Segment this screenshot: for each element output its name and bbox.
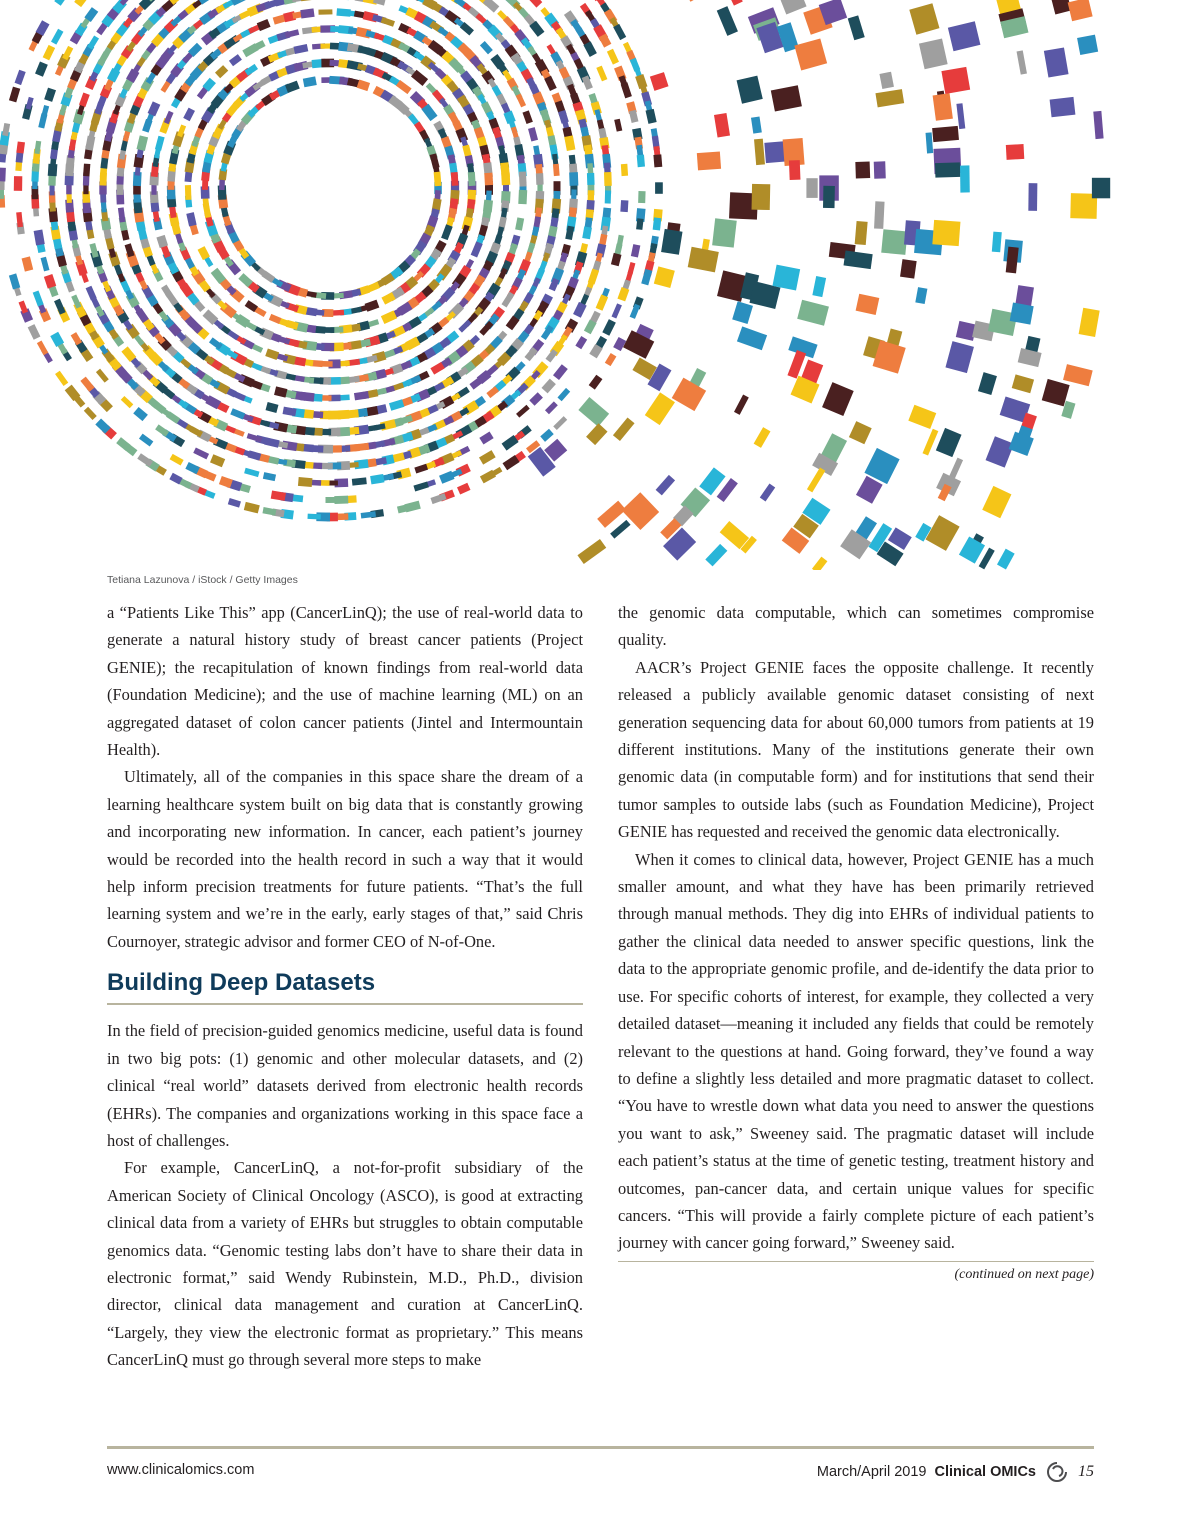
mosaic-tile <box>318 9 332 14</box>
mosaic-tile <box>515 217 524 230</box>
mosaic-tile <box>553 416 567 430</box>
mosaic-tile <box>16 141 25 153</box>
mosaic-tile <box>529 392 543 406</box>
paragraph: the genomic data computable, which can sometimes compromise quality. <box>618 603 1094 650</box>
mosaic-tile <box>480 41 493 54</box>
mosaic-tile <box>293 44 308 54</box>
mosaic-tile <box>714 113 730 137</box>
mosaic-tile <box>373 0 385 6</box>
mosaic-tile <box>575 336 587 349</box>
mosaic-tile <box>856 476 883 504</box>
mosaic-tile <box>536 173 544 185</box>
mosaic-tile <box>582 75 593 90</box>
mosaic-tile <box>653 217 662 230</box>
mosaic-tile <box>1092 178 1110 199</box>
mosaic-tile <box>26 97 34 110</box>
mosaic-tile <box>193 448 209 460</box>
mosaic-tile <box>636 218 644 230</box>
mosaic-tile <box>35 62 48 77</box>
mosaic-tile <box>244 468 259 477</box>
mosaic-tile <box>1006 144 1024 160</box>
mosaic-tile <box>605 190 611 203</box>
mosaic-tile <box>596 66 607 82</box>
mosaic-tile <box>14 176 23 191</box>
mosaic-tile <box>229 54 242 66</box>
mosaic-tile <box>230 408 245 419</box>
mosaic-tile <box>210 454 225 467</box>
mosaic-tile <box>734 395 749 415</box>
mosaic-tile <box>1028 183 1037 211</box>
mosaic-tile <box>430 493 446 504</box>
mosaic-tile <box>389 399 404 410</box>
mosaic-tile <box>607 49 619 65</box>
mosaic-tile <box>228 498 241 508</box>
mosaic-tile <box>434 172 442 187</box>
mosaic-tile <box>605 353 617 366</box>
mosaic-tile <box>564 135 575 151</box>
mosaic-tile <box>629 110 639 123</box>
mosaic-tile <box>932 220 960 246</box>
mosaic-tile <box>621 164 628 176</box>
mosaic-tile <box>737 326 767 350</box>
mosaic-tile <box>646 109 657 124</box>
mosaic-tile <box>41 257 50 272</box>
mosaic-tile <box>155 136 165 151</box>
right-column <box>618 599 1094 1284</box>
mosaic-tile <box>1018 348 1042 367</box>
mosaic-tile <box>637 155 645 168</box>
mosaic-tile <box>121 396 134 408</box>
mosaic-tile <box>948 21 981 51</box>
mosaic-tile <box>1012 374 1034 393</box>
mosaic-tile <box>932 126 959 142</box>
continued-note: (continued on next page) <box>618 1261 1094 1284</box>
mosaic-tile <box>15 70 26 85</box>
left-column <box>107 599 583 1374</box>
mosaic-tile <box>604 172 612 186</box>
mosaic-tile <box>956 103 965 129</box>
mosaic-tile <box>62 46 73 60</box>
mosaic-tile <box>582 226 592 239</box>
mosaic-tile <box>86 286 97 301</box>
mosaic-tile <box>681 0 705 2</box>
paragraph: In the field of precision-guided genomics medicine, useful data is found in two big pots: (1) genomic and other molecular datasets, and (2) clinical “real world” datasets derived from electronic health records (EHRs). The companies and organizations working in this space face a host of challenges. <box>107 1021 583 1150</box>
mosaic-tile <box>848 15 865 40</box>
mosaic-tile <box>300 8 314 18</box>
mosaic-tile <box>614 119 622 132</box>
mosaic-tile <box>247 433 263 442</box>
mosaic-tile <box>183 108 195 122</box>
mosaic-tile <box>41 105 49 119</box>
paragraph: For example, CancerLinQ, a not-for-profit subsidiary of the American Society of Clinical Oncology (ASCO), is good at extracting clinical data from a variety of EHRs but struggles to obtain computable genomics data. “Genomic testing labs don’t have to share their data in electronic format,” said Wendy Rubinstein, M.D., Ph.D., division director, clinical data management and curation at CancerLinQ. “Largely, they view the electronic format as proprietary.” This means CancerLinQ must go through several more steps to make <box>107 1158 583 1370</box>
mosaic-tile <box>266 402 279 413</box>
mosaic-tile <box>265 348 279 360</box>
mosaic-tile <box>823 186 835 208</box>
mosaic-tile <box>519 171 527 186</box>
mosaic-tile <box>797 300 829 326</box>
mosaic-tile <box>74 0 90 7</box>
mosaic-tile <box>641 269 652 285</box>
footer-url: www.clinicalomics.com <box>107 1462 255 1478</box>
image-credit: Tetiana Lazunova / iStock / Getty Images <box>107 574 298 586</box>
mosaic-tile <box>587 173 595 185</box>
mosaic-tile <box>812 557 827 570</box>
mosaic-tile <box>9 273 20 289</box>
mosaic-tile <box>1049 0 1071 14</box>
mosaic-tile <box>89 243 98 258</box>
mosaic-tile <box>274 386 287 397</box>
mosaic-tile <box>978 372 997 395</box>
mosaic-tile <box>613 417 635 441</box>
mosaic-tile <box>596 294 609 310</box>
mosaic-tile <box>945 341 973 373</box>
mosaic-tile <box>645 392 675 425</box>
mosaic-tile <box>874 201 885 229</box>
footer-info <box>817 1462 1094 1482</box>
mosaic-tile <box>656 475 675 495</box>
mosaic-tile <box>1044 47 1069 77</box>
mosaic-tile <box>54 0 69 6</box>
mosaic-tile <box>874 161 886 178</box>
mosaic-tile <box>96 369 109 383</box>
mosaic-tile <box>879 72 893 89</box>
mosaic-tile <box>55 371 68 386</box>
mosaic-tile <box>909 3 939 34</box>
mosaic-tile <box>612 303 622 318</box>
mosaic-tile <box>269 314 282 324</box>
mosaic-tile <box>705 544 727 566</box>
mosaic-tile <box>569 172 578 186</box>
mosaic-tile <box>908 405 936 429</box>
mosaic-tile <box>1050 97 1076 117</box>
mosaic-tile <box>441 224 453 240</box>
mosaic-tile <box>754 139 765 166</box>
mosaic-tile <box>37 341 48 356</box>
mosaic-tile <box>661 229 682 255</box>
mosaic-tile <box>239 0 255 1</box>
paragraph: a “Patients Like This” app (CancerLinQ); the use of real-world data to generate a natural history study of breast cancer patients (Project GENIE); the recapitulation of known findings from real-world data (Foundation Medicine); and the use of machine learning (ML) on an aggregated dataset of colon cancer patients (Jintel and Intermountain Health). <box>107 603 583 760</box>
mosaic-tile <box>215 65 228 78</box>
mosaic-tile <box>712 218 737 247</box>
mosaic-tile <box>992 232 1002 253</box>
mosaic-tile <box>230 0 246 6</box>
mosaic-tile <box>822 382 854 416</box>
mosaic-tile <box>771 85 802 111</box>
mosaic-tile <box>1017 50 1027 74</box>
mosaic-tile <box>881 229 907 255</box>
mosaic-tile <box>621 82 632 98</box>
mosaic-tile <box>620 200 628 212</box>
mosaic-tile <box>1077 35 1098 55</box>
mosaic-tile <box>935 162 960 177</box>
mosaic-tile <box>303 76 317 87</box>
paragraph: Ultimately, all of the companies in this space share the dream of a learning healthcare system built on big data that is constantly growing and incorporating new information. In cancer, each patient’s journey would be recorded into the health record in such a way that it would help inform precision treatments for future patients. “That’s the full learning system and we’re in the early, early stages of that,” said Chris Cournoyer, strategic advisor and former CEO of N-of-One. <box>107 767 583 951</box>
mosaic-tile <box>300 0 314 1</box>
mosaic-tile <box>697 152 721 171</box>
mosaic-tile <box>501 172 510 185</box>
mosaic-tile <box>516 405 530 418</box>
mosaic-tile <box>479 450 496 464</box>
mosaic-tile <box>923 429 939 456</box>
mosaic-tile <box>271 491 286 501</box>
mosaic-tile <box>71 295 81 309</box>
mosaic-tile <box>263 472 276 481</box>
hero-illustration <box>0 0 1200 570</box>
mosaic-tile <box>44 88 56 102</box>
mosaic-tile <box>542 379 556 394</box>
mosaic-tile <box>856 294 880 315</box>
mosaic-tile <box>28 324 41 340</box>
mosaic-tile <box>468 172 476 186</box>
mosaic-tile <box>855 161 870 178</box>
mosaic-tile <box>19 300 29 313</box>
mosaic-tile <box>54 299 66 315</box>
mosaic-tile <box>941 67 970 94</box>
mosaic-tile <box>549 278 560 291</box>
mosaic-tile <box>553 364 568 380</box>
mosaic-tile <box>812 276 826 297</box>
mosaic-tile <box>654 266 675 288</box>
mosaic-tile <box>125 243 135 257</box>
mosaic-tile <box>545 401 558 414</box>
mosaic-tile <box>413 481 428 491</box>
mosaic-tile <box>751 116 762 133</box>
mosaic-tile <box>855 221 868 245</box>
mosaic-tile <box>177 124 186 137</box>
mosaic-tile <box>650 72 669 91</box>
mosaic-tile <box>325 497 339 503</box>
journal-name: Clinical OMICs <box>934 1464 1036 1480</box>
mosaic-tile <box>717 6 738 36</box>
mosaic-tile <box>613 337 626 351</box>
mosaic-tile <box>22 256 34 271</box>
mosaic-tile <box>638 191 645 203</box>
paragraph: When it comes to clinical data, however, Project GENIE has a much smaller amount, and what they have has been primarily retrieved through manual methods. They dig into EHRs of individual patients to gather the clinical data needed to answer specific questions, link the data to the appropriate genomic profile, and de-identify the data prior to use. For specific cohorts of interest, for example, they collected a very detailed dataset—meaning it included any fields that could be remotely relevant to the questions at hand. Going forward, they’ve found a way to define a slightly less detailed and more pragmatic dataset to collect. “You have to wrestle down what data you need to answer the questions you want to ask,” Sweeney said. The pragmatic dataset will include each patient’s status at the time of genetic testing, treatment history and outcomes, pan-cancer data, and certain unique values for specific cancers. “This will provide a fairly complete picture of each patient’s journey with cancer going forward,” Sweeney said. <box>618 849 1094 1253</box>
mosaic-tile <box>589 375 603 390</box>
mosaic-tile <box>164 111 174 124</box>
mosaic-tile <box>655 182 663 194</box>
mosaic-tile <box>9 87 20 103</box>
mosaic-tile <box>806 178 817 198</box>
mosaic-tile <box>737 76 763 104</box>
mosaic-tile <box>630 304 641 319</box>
mosaic-tile <box>381 17 395 27</box>
mosaic-tile <box>51 29 63 45</box>
mosaic-tile <box>262 507 276 516</box>
mosaic-tile <box>1093 111 1103 139</box>
mosaic-tile <box>960 165 970 192</box>
mosaic-tile <box>727 0 743 6</box>
mosaic-tile <box>1068 0 1093 21</box>
mosaic-tile <box>617 287 629 301</box>
mosaic-tile <box>397 504 411 514</box>
mosaic-tile <box>586 423 607 445</box>
mosaic-tile <box>484 173 493 186</box>
mosaic-tile <box>139 434 153 447</box>
mosaic-tile <box>0 168 6 182</box>
mosaic-tile <box>577 539 606 564</box>
mosaic-tile <box>370 474 384 484</box>
issue-date: March/April 2019 <box>816 1464 927 1480</box>
mosaic-tile <box>926 132 934 153</box>
mosaic-tile <box>631 244 641 257</box>
mosaic-tile <box>136 135 148 151</box>
mosaic-tile <box>528 127 538 141</box>
mosaic-tile <box>185 185 192 200</box>
mosaic-tile <box>997 549 1015 570</box>
mosaic-tile <box>133 407 148 421</box>
mosaic-tile <box>43 45 55 61</box>
mosaic-tile <box>844 251 873 270</box>
mosaic-tile <box>919 39 948 70</box>
mosaic-tile <box>752 184 771 210</box>
footer-rule <box>107 1446 1094 1449</box>
mosaic-tile <box>936 428 962 457</box>
mosaic-tile <box>501 292 514 308</box>
mosaic-tile <box>540 429 553 442</box>
mosaic-tile <box>602 319 616 336</box>
mosaic-tile <box>451 172 459 186</box>
mosaic-tile <box>522 110 532 124</box>
mosaic-tile <box>471 241 483 257</box>
mosaic-tile <box>479 432 493 445</box>
mosaic-tile <box>33 290 44 306</box>
mosaic-tile <box>933 93 953 121</box>
mosaic-tile <box>611 253 622 266</box>
section-heading: Building Deep Datasets <box>107 967 583 1005</box>
mosaic-tile <box>653 154 662 167</box>
mosaic-tile <box>613 24 626 40</box>
mosaic-tile <box>915 287 927 304</box>
mosaic-tile <box>414 464 428 474</box>
mosaic-tile <box>794 38 827 70</box>
mosaic-tile <box>352 477 367 485</box>
mosaic-tile <box>298 477 312 487</box>
page-number: 15 <box>1078 1463 1094 1480</box>
mosaic-tile <box>732 301 753 324</box>
mosaic-tile <box>483 0 500 13</box>
mosaic-tile <box>1015 285 1034 306</box>
paragraph: AACR’s Project GENIE faces the opposite challenge. It recently released a publicly available genomic dataset consisting of next generation sequencing data for about 60,000 tumors from patients at 19 different institutions. Many of the institutions generate their own genomic data (in computable form) and for institutions that send their tumor samples to outside labs (such as Foundation Medicine), Project GENIE has requested and received the genomic data electronically. <box>618 657 1094 842</box>
mosaic-tile <box>849 421 872 444</box>
mosaic-tile <box>83 164 90 177</box>
mosaic-tile <box>458 319 471 332</box>
mosaic-tile <box>875 89 904 107</box>
mosaic-tile <box>1063 364 1093 386</box>
mosaic-tile <box>557 388 570 401</box>
mosaic-tile <box>84 407 97 420</box>
mosaic-tile <box>982 486 1011 518</box>
mosaic-tile <box>516 93 526 107</box>
mosaic-tile <box>807 468 825 493</box>
mosaic-tile <box>781 0 807 14</box>
journal-logo-icon <box>1044 1461 1070 1483</box>
mosaic-tile <box>925 515 959 551</box>
mosaic-tile <box>118 207 126 222</box>
mosaic-tile <box>137 453 153 467</box>
mosaic-tile <box>754 427 771 448</box>
mosaic-tile <box>457 483 470 495</box>
mosaic-tile <box>772 265 800 291</box>
mosaic-tile <box>760 484 775 502</box>
mosaic-tile <box>949 458 963 479</box>
mosaic-tile <box>986 436 1015 467</box>
mosaic-tile <box>789 160 801 180</box>
mosaic-tile <box>285 29 299 38</box>
mosaic-tile <box>527 0 543 8</box>
mosaic-tile <box>1042 379 1070 406</box>
mosaic-tile <box>244 502 260 513</box>
mosaic-tile <box>34 229 45 245</box>
mosaic-tile <box>170 454 184 466</box>
mosaic-tile <box>87 36 99 50</box>
mosaic-tile <box>610 520 630 539</box>
mosaic-tile <box>186 212 196 226</box>
mosaic-tile <box>79 93 90 107</box>
mosaic-tile <box>578 397 609 427</box>
mosaic-tile <box>688 247 719 273</box>
mosaic-tile <box>553 164 560 176</box>
mosaic-tile <box>1010 302 1034 324</box>
mosaic-tile <box>900 259 917 278</box>
mosaic-tile <box>518 190 527 204</box>
mosaic-tile <box>307 514 320 520</box>
mosaic-tile <box>1079 308 1100 337</box>
mosaic-tile <box>354 391 369 400</box>
